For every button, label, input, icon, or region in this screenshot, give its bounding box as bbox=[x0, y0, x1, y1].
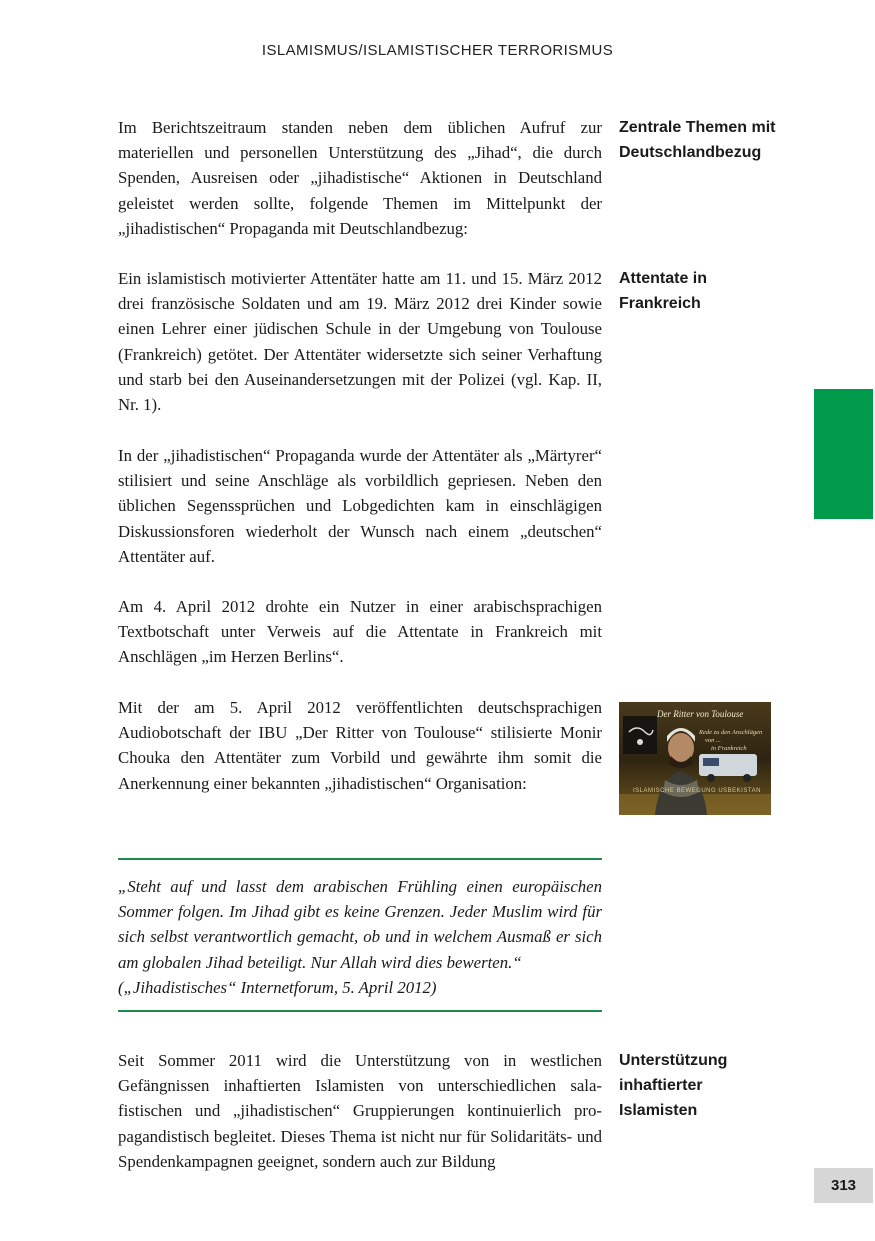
running-title: ISLAMISMUS/ISLAMISTISCHER TERRORISMUS bbox=[261, 42, 614, 59]
margin-heading-line: inhaftierter bbox=[619, 1077, 703, 1094]
margin-heading-attacks-france bbox=[619, 266, 809, 316]
margin-heading-line: Attentate in bbox=[619, 270, 707, 287]
paragraph-intro bbox=[118, 115, 602, 241]
cover-subtitle-line: in Frankreich bbox=[711, 745, 747, 752]
paragraph-prisoner-support bbox=[118, 1048, 602, 1174]
page-number: 313 bbox=[814, 1168, 873, 1203]
cover-subtitle-line: Rede zu den Anschlägen bbox=[699, 729, 763, 736]
paragraph-toulouse-attacks bbox=[118, 266, 602, 417]
paragraph-audio-message bbox=[118, 695, 602, 796]
cover-image-graphic bbox=[619, 702, 771, 815]
margin-heading-prisoner-support bbox=[619, 1048, 809, 1123]
margin-heading-line: Unterstützung bbox=[619, 1052, 728, 1069]
paragraph-propaganda bbox=[118, 443, 602, 569]
paragraph-berlin-threat bbox=[118, 594, 602, 670]
paragraph-text: Im Berichtszeitraum standen neben dem üblichen Aufruf zur materiellen und personellen Unterstützung des „Jihad“, die durch Spenden, Ausreisen oder „jihadistische“ Aktionen in Deutschland geleistet werden sollte, folgende Themen im Mittelpunkt der „jihadistischen“ Propaganda mit Deutschlandbezug: bbox=[118, 118, 602, 238]
quote-content bbox=[118, 874, 602, 1000]
chapter-tab bbox=[814, 389, 873, 519]
paragraph-text: Am 4. April 2012 drohte ein Nutzer in einer arabischsprachigen Textbotschaft unter Verweis auf die Attentate in Frankreich mit Anschlägen „im Herzen Berlins“. bbox=[118, 597, 602, 667]
paragraph-text: Mit der am 5. April 2012 veröffentlichten deutschsprachigen Audiobotschaft der IBU „Der Ritter von Toulouse“ stilisierte Monir Chouka den Attentäter zum Vorbild und gewährte ihm somit die Anerkennung einer bekannten „jihadistischen“ Organisation: bbox=[118, 698, 602, 793]
margin-heading-line: Deutschlandbezug bbox=[619, 144, 762, 161]
quote-text: „Steht auf und lasst dem arabischen Frühling einen europäischen Sommer folgen. Im Jihad gibt es keine Grenzen. Jeder Muslim wird für sich selbst verantwortlich gemacht, ob und in welchem Ausmaß er sich am globalen Jihad beteiligt. Nur Allah wird dies bewerten.“ bbox=[118, 877, 602, 972]
paragraph-text: Ein islamistisch motivierter Attentäter hatte am 11. und 15. März 2012 drei französische Soldaten und am 19. März 2012 drei Kinder sowie einen Lehrer einer jüdischen Schule in der Umgebung von Toulouse (Frankreich) getötet. Der Attentäter widersetzte sich seiner Verhaftung und starb bei den Auseinandersetzungen mit der Polizei (vgl. Kap. II, Nr. 1). bbox=[118, 269, 602, 415]
quote-source: („Jihadistisches“ Internetforum, 5. April 2012) bbox=[118, 977, 437, 997]
paragraph-text: In der „jihadistischen“ Propaganda wurde der Attentäter als „Märtyrer“ stilisiert und seine Anschläge als vorbildlich gepriesen. Neben den üblichen Segenssprüchen und Lobgedichten kam in einschlägigen Diskussionsforen wiederholt der Wunsch nach einem „deutschen“ Attentäter auf. bbox=[118, 446, 602, 566]
margin-heading-central-topics bbox=[619, 115, 809, 165]
margin-heading-line: Zentrale Themen mit bbox=[619, 119, 776, 136]
quote-box bbox=[118, 858, 602, 1012]
audio-message-cover-image bbox=[619, 702, 771, 815]
cover-title: Der Ritter von Toulouse bbox=[657, 709, 744, 719]
cover-subtitle-line: von ... bbox=[705, 737, 721, 744]
cover-footer: ISLAMISCHE BEWEGUNG USBEKISTAN bbox=[633, 788, 761, 794]
margin-heading-line: Frankreich bbox=[619, 295, 701, 312]
margin-heading-line: Islamisten bbox=[619, 1102, 698, 1119]
paragraph-text: Seit Sommer 2011 wird die Unterstützung von in westlichen Gefängnissen inhaftierten Islamisten von unterschiedlichen salafistischen und „jihadistischen“ Gruppierungen kontinuierlich propagandistisch begleitet. Dieses Thema ist nicht nur für Solidaritäts- und Spendenkampagnen geeignet, sondern auch zur Bildung bbox=[118, 1051, 602, 1171]
